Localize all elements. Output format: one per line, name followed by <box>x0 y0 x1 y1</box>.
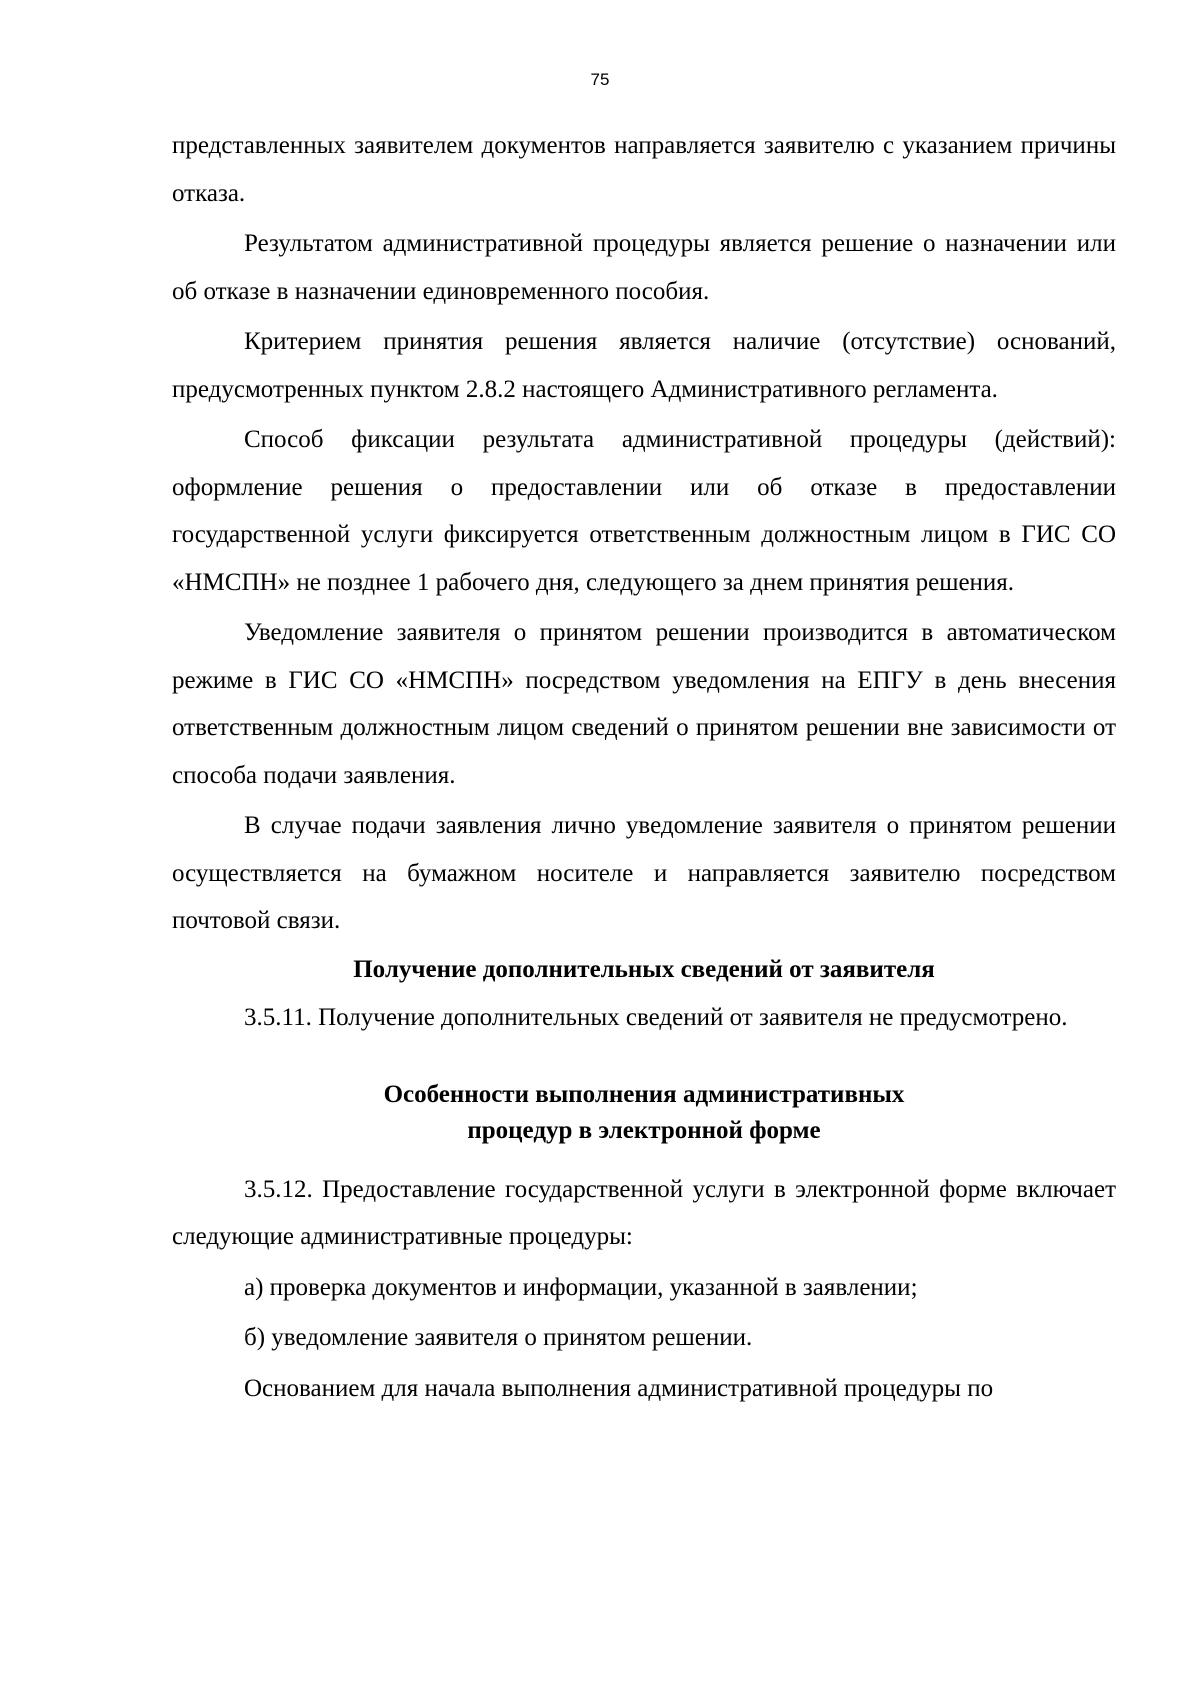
paragraph-in-person-case: В случае подачи заявления лично уведомление заявителя о принятом решении осуществляется на бумажном носителе и направляется заявителю посредством почтовой связи. <box>172 812 1116 934</box>
page-number: 75 <box>590 70 610 89</box>
heading-line-2: процедур в электронной форме <box>467 1116 821 1144</box>
paragraph-notification: Уведомление заявителя о принятом решении производится в автоматическом режиме в ГИС СО «НМСПН» посредством уведомления на ЕПГУ в день внесения ответственным должностным лицом сведений о принятом решении вне зависимости от способа подачи заявления. <box>172 619 1116 789</box>
paragraph-basis-start: Основанием для начала выполнения административной процедуры по <box>244 1374 994 1402</box>
section-heading-additional-info: Получение дополнительных сведений от заявителя <box>353 955 935 983</box>
section-spacer <box>172 1039 1116 1077</box>
paragraph-result: Результатом административной процедуры является решение о назначении или об отказе в назначении единовременного пособия. <box>172 230 1116 305</box>
paragraph-criterion: Критерием принятия решения является наличие (отсутствие) оснований, предусмотренных пунктом 2.8.2 настоящего Административного регламента. <box>172 328 1116 403</box>
paragraph-fixation-method: Способ фиксации результата административной процедуры (действий): оформление решения о предоставлении или об отказе в предоставлении государственной услуги фиксируется ответственным должностным лицом в ГИС СО «НМСПН» не позднее 1 рабочего дня, следующего за днем принятия решения. <box>172 426 1116 596</box>
list-item-b: б) уведомление заявителя о принятом решении. <box>244 1324 753 1351</box>
paragraph-3-5-12: 3.5.12. Предоставление государственной услуги в электронной форме включает следующие административные процедуры: <box>172 1175 1116 1250</box>
paragraph-continuation: представленных заявителем документов направляется заявителю с указанием причины отказа. <box>172 132 1116 207</box>
document-body <box>172 122 1116 1415</box>
paragraph-3-5-11: 3.5.11. Получение дополнительных сведений от заявителя не предусмотрено. <box>244 1003 1068 1031</box>
section-heading-electronic-form <box>172 1077 1116 1149</box>
list-item-a: а) проверка документов и информации, указанной в заявлении; <box>244 1273 918 1301</box>
heading-line-1: Особенности выполнения административных <box>383 1080 905 1108</box>
